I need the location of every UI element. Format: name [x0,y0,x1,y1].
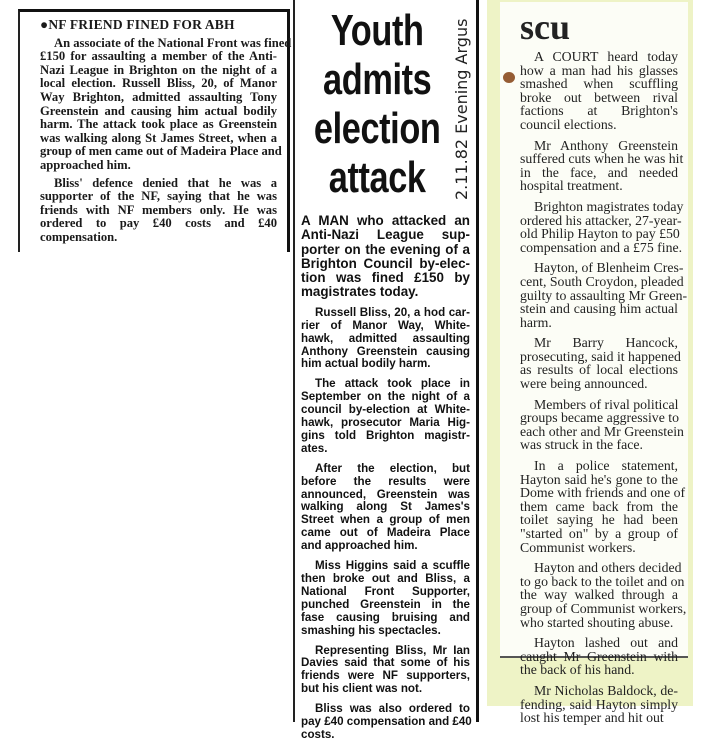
text-line: Nazi League in Brighton on the night of a [40,62,277,77]
text-line: council elections. [520,116,617,132]
text-line: approached him. [40,157,131,172]
text-line: Way Brighton, admitted assaulting Tony [40,89,277,104]
clipping-body [40,35,292,245]
text-line: £150 for assaulting a member of the Anti- [40,49,277,64]
text-line: hospital treatment. [520,178,623,194]
text-line: magistrates today. [301,284,419,300]
text-line: supporter of the NF, saying that he was [40,189,277,204]
text-line: him actual bodily harm. [301,357,431,371]
paragraph [301,645,470,697]
paragraph [520,260,688,330]
text-line: toilet saying he had been [520,512,678,528]
text-line: "started on" by a group of [520,526,678,541]
text-line: the back of his hand. [520,662,635,678]
text-line: group of Communist workers, [520,600,687,616]
text-line: Brighton Council by-elec- [301,255,470,271]
text-line: Miss Higgins said a scuffle [315,559,470,573]
text-line: The attack took place in [315,377,470,391]
text-line: compensation and a £75 fine. [520,239,683,255]
text-line: Mr Barry Hancock, [534,335,678,351]
text-line: was struck in the face. [520,437,643,453]
text-line: and approached him. [301,539,418,553]
paragraph [301,703,470,742]
text-line: ates. [301,441,328,455]
text-line: ordered his attacker, 27-year- [520,212,682,228]
text-line: caught Mr Greenstein with [520,648,678,664]
text-line: harm. [520,314,552,330]
headline-line: Youth [330,6,424,55]
text-line: A COURT heard today [534,49,678,64]
text-line: were being announced. [520,376,648,392]
text-line: tion was fined £150 by [301,270,470,286]
text-line: to go back to the toilet and on [520,573,685,589]
headline-line: admits [323,55,432,104]
paragraph [301,560,470,637]
text-line: them came back from the [520,498,678,514]
paragraph [520,50,678,132]
clipping-headline [307,6,447,202]
paragraph [40,177,277,245]
text-line: groups became aggressive to [520,410,679,426]
text-line: prosecuting, said it happened [520,348,681,364]
clipping-headline: scu [520,7,571,47]
text-line: A MAN who attacked an [301,213,470,228]
text-line: Representing Bliss, Mr Ian [315,643,470,657]
paragraph [520,137,684,194]
paragraph [520,198,684,255]
text-line: stein and causing him actual [520,301,678,317]
text-line: local election. Russell Bliss, 20, of Manor [40,76,277,91]
text-line: smashing his spectacles. [301,623,441,637]
text-line: how a man had his glasses [520,62,678,78]
paragraph [520,458,686,555]
text-line: Mr Anthony Greenstein [534,137,678,153]
text-line: Members of rival political [534,396,679,412]
stain-mark [503,72,515,83]
text-line: old Philip Hayton to pay £50 [520,226,680,242]
text-line: in the face, and needed [520,164,678,180]
paragraph [520,684,678,725]
text-line: National Front Supporter, [301,584,470,598]
text-line: Russell Bliss, 20, a hod car- [315,305,470,319]
text-line: factions at Brighton's [520,103,678,119]
text-line: fending, said Hayton simply [520,696,678,712]
text-line: friends with NF members only. He was [40,202,277,217]
text-line: announced, Greenstein was [301,487,470,501]
paragraph [520,335,681,392]
text-line: cent, South Croydon, pleaded [520,273,684,289]
text-line: Brighton magistrates today [534,198,684,214]
text-line: Davies said that some of his [301,656,470,670]
clipping-headline: ●NF FRIEND FINED FOR ABH [40,17,235,32]
text-line: Hayton said he's gone to the [520,471,678,487]
paragraph [301,378,470,455]
text-line: as results of local elections [520,362,678,378]
text-line: group of men came out of Madeira Place and [40,144,282,159]
text-line: Street when a group of men [301,513,470,527]
text-line: smashed when scuffling [520,76,678,92]
text-line: friends were NF supporters, [301,669,470,683]
text-line: Anti-Nazi League sup- [301,227,470,243]
text-line: An associate of the National Front was fined [54,35,292,50]
handwritten-note: 2.11.82 Evening Argus [452,18,471,200]
text-line: Hayton, of Blenheim Cres- [534,260,684,276]
paragraph [520,636,678,677]
clipping-lead [301,214,470,300]
paragraph [301,214,470,300]
clipping-nf-friend-fined [18,9,290,252]
paragraph [40,35,292,173]
text-line: suffered cuts when he was hit [520,151,684,167]
text-line: costs. [301,727,335,741]
text-line: gins told Brighton magistr- [301,428,470,442]
text-line: lost his temper and hit out [520,710,664,726]
clipping-body [520,49,688,726]
text-line: Hayton lashed out and [534,635,678,651]
text-line: Hayton and others decided [534,560,682,576]
text-line: the way walked through a [520,587,678,603]
paragraph [301,463,470,553]
text-line: was walking along St James Street, when a [40,130,277,145]
clipping-body [301,307,470,742]
text-line: punched Greenstein in the [301,597,470,611]
text-line: ordered to pay £40 costs and £40 [40,216,277,231]
headline-line: attack [328,153,426,202]
text-line: hawk, admitted assaulting [301,331,470,345]
text-line: hawk, prosecutor Maria Hig- [301,416,470,430]
text-line: September on the night of a [301,390,470,404]
text-line: Mr Nicholas Baldock, de- [534,682,678,698]
text-line: After the election, but [315,461,470,475]
text-line: In a police statement, [534,458,678,474]
text-line: each other and Mr Greenstein [520,423,684,439]
text-line: fase causing bruising and [301,610,470,624]
text-line: rier of Manor Way, White- [301,318,470,332]
text-line: Bliss' defence denied that he was a [54,175,277,190]
text-line: Anthony Greenstein causing [301,344,470,358]
text-line: porter on the evening of a [301,241,470,257]
paragraph [301,307,470,372]
text-line: walking along St James's [301,500,470,514]
headline-line: election [313,104,441,153]
text-line: Dome with friends and one of [520,485,686,501]
text-line: Greenstein and causing him actual bodily [40,103,277,118]
text-line: council by-election at White- [301,403,470,417]
paragraph [520,560,687,630]
paragraph [520,396,684,453]
text-line: Communist workers. [520,539,636,555]
text-line: pay £40 compensation and £40 [301,715,472,729]
text-line: compensation. [40,229,118,244]
text-line: harm. The attack took place as Greenstein [40,117,277,132]
text-line: guilty to assaulting Mr Green- [520,287,688,303]
text-line: who started shouting abuse. [520,614,674,630]
text-line: then broke out and Bliss, a [301,572,470,585]
text-line: Bliss was also ordered to [315,702,470,716]
clipping-court-scuffle [500,2,688,726]
text-line: came out of Madeira Place [301,526,470,540]
text-line: broke out between rival [520,89,678,105]
text-line: before the results were [301,474,470,488]
text-line: but his client was not. [301,682,423,696]
